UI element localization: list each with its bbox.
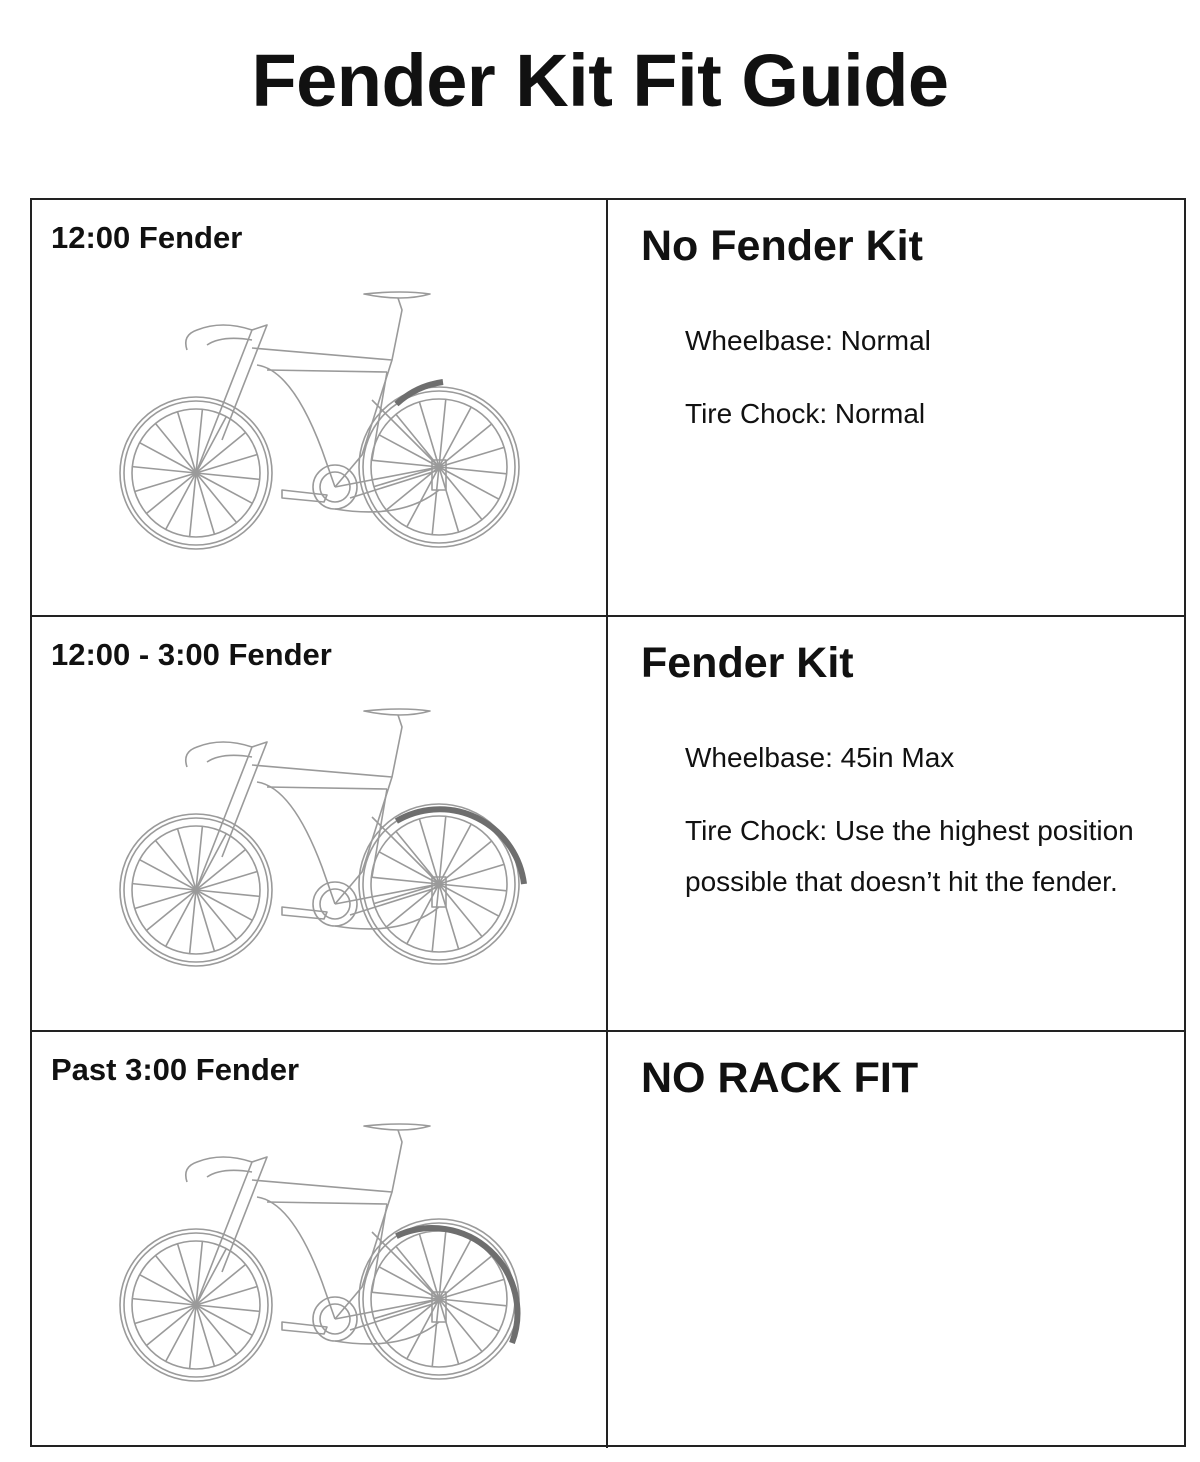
fender-label: 12:00 Fender bbox=[51, 220, 243, 255]
tire-chock-line: Tire Chock: Use the highest position possible that doesn’t hit the fender. bbox=[685, 815, 1134, 897]
result-cell bbox=[608, 1032, 1184, 1448]
fit-guide-table bbox=[30, 198, 1186, 1447]
result-cell bbox=[608, 200, 1184, 616]
result-heading: NO RACK FIT bbox=[641, 1054, 919, 1102]
fender-cell bbox=[32, 200, 608, 616]
table-row bbox=[32, 615, 1184, 1033]
result-heading: No Fender Kit bbox=[641, 222, 923, 270]
wheelbase-line: Wheelbase: Normal bbox=[685, 325, 931, 356]
bike-12-fender-illustration bbox=[102, 290, 542, 570]
fender-cell bbox=[32, 1032, 608, 1448]
table-row bbox=[32, 200, 1184, 616]
result-heading: Fender Kit bbox=[641, 639, 854, 687]
tire-chock-line: Tire Chock: Normal bbox=[685, 398, 926, 429]
fender-cell bbox=[32, 617, 608, 1033]
table-row bbox=[32, 1030, 1184, 1448]
fender-label: Past 3:00 Fender bbox=[51, 1052, 300, 1087]
bike-12-3-fender-illustration bbox=[102, 707, 542, 987]
bike-past-3-fender-illustration bbox=[102, 1122, 542, 1402]
wheelbase-line: Wheelbase: 45in Max bbox=[685, 742, 955, 773]
result-cell bbox=[608, 617, 1184, 1033]
page-title: Fender Kit Fit Guide bbox=[251, 39, 949, 122]
result-details bbox=[685, 315, 1135, 461]
fender-label: 12:00 - 3:00 Fender bbox=[51, 637, 332, 672]
result-details bbox=[685, 732, 1135, 929]
